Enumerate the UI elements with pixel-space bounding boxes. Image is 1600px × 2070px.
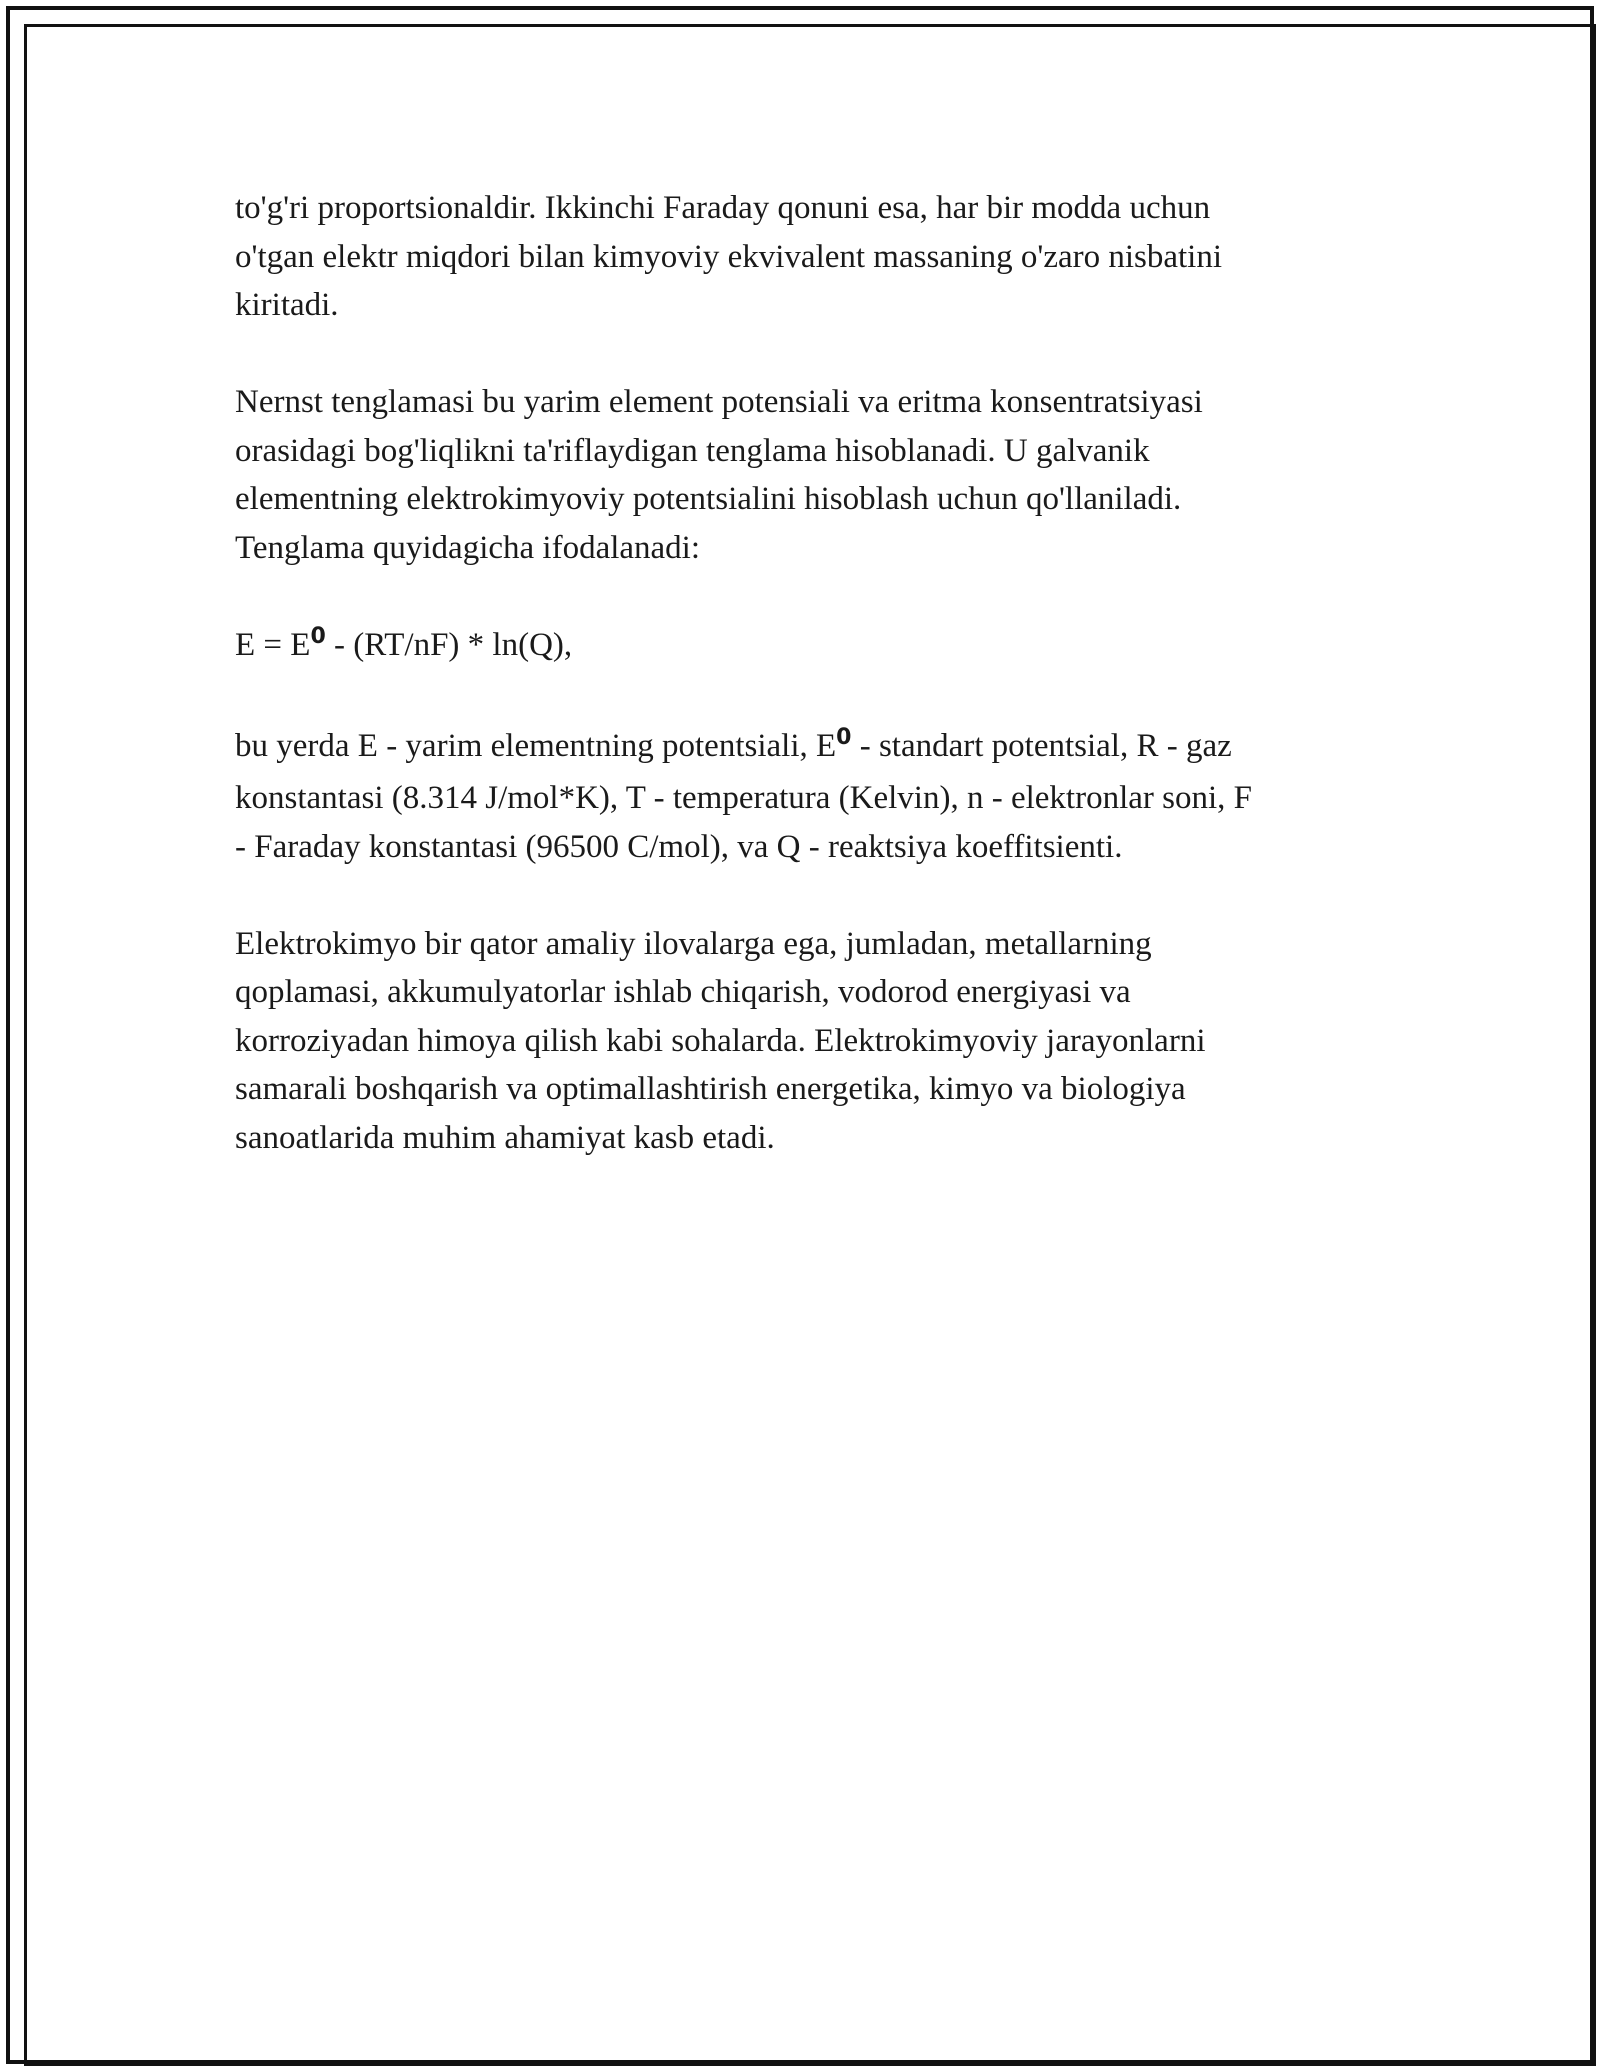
text-line: Tenglama quyidagicha ifodalanadi: [235,529,701,566]
text-line: Nernst tenglamasi bu yarim element potensiali va eritma konsentratsiyasi [235,384,1203,420]
text-line: sanoatlarida muhim ahamiyat kasb etadi. [235,1119,775,1156]
paragraph-applications [235,920,1375,1163]
standard-superscript: 0 [836,724,852,750]
equation-left: E = E [235,626,311,663]
equation-right: - (RT/nF) * ln(Q), [325,626,573,663]
text-line: elementning elektrokimyoviy potentsialini hisoblash uchun qo'llaniladi. [235,481,1182,517]
text-line: o'tgan elektr miqdori bilan kimyoviy ekvivalent massaning o'zaro nisbatini [235,238,1223,275]
document-body [235,184,1375,1211]
text-line: korroziyadan himoya qilish kabi sohalarda. Elektrokimyoviy jarayonlarni [235,1022,1206,1059]
standard-superscript: 0 [310,623,326,649]
paragraph-definitions [235,722,1375,872]
text-line: kiritadi. [235,287,339,323]
nernst-equation [235,621,1375,674]
definition-text: - standart potentsial, R - gaz [851,727,1232,764]
paragraph-nernst-intro [235,378,1375,572]
text-line: Elektrokimyo bir qator amaliy ilovalarga ega, jumladan, metallarning [235,925,1152,962]
text-line: qoplamasi, akkumulyatorlar ishlab chiqarish, vodorod energiyasi va [235,974,1131,1010]
definition-text: bu yerda E - yarim elementning potentsiali, E [235,727,837,764]
text-line: samarali boshqarish va optimallashtirish energetika, kimyo va biologiya [235,1071,1186,1107]
text-line: orasidagi bog'liqlikni ta'riflaydigan tenglama hisoblanadi. U galvanik [235,432,1150,469]
text-line: to'g'ri proportsionaldir. Ikkinchi Faraday qonuni esa, har bir modda uchun [235,190,1211,226]
equation-line [235,621,1375,674]
text-line: konstantasi (8.314 J/mol*K), T - temperatura (Kelvin), n - elektronlar soni, F [235,780,1252,816]
text-line [235,722,1375,775]
text-line: - Faraday konstantasi (96500 C/mol), va Q - reaktsiya koeffitsienti. [235,828,1123,865]
paragraph-faraday-law [235,184,1375,330]
